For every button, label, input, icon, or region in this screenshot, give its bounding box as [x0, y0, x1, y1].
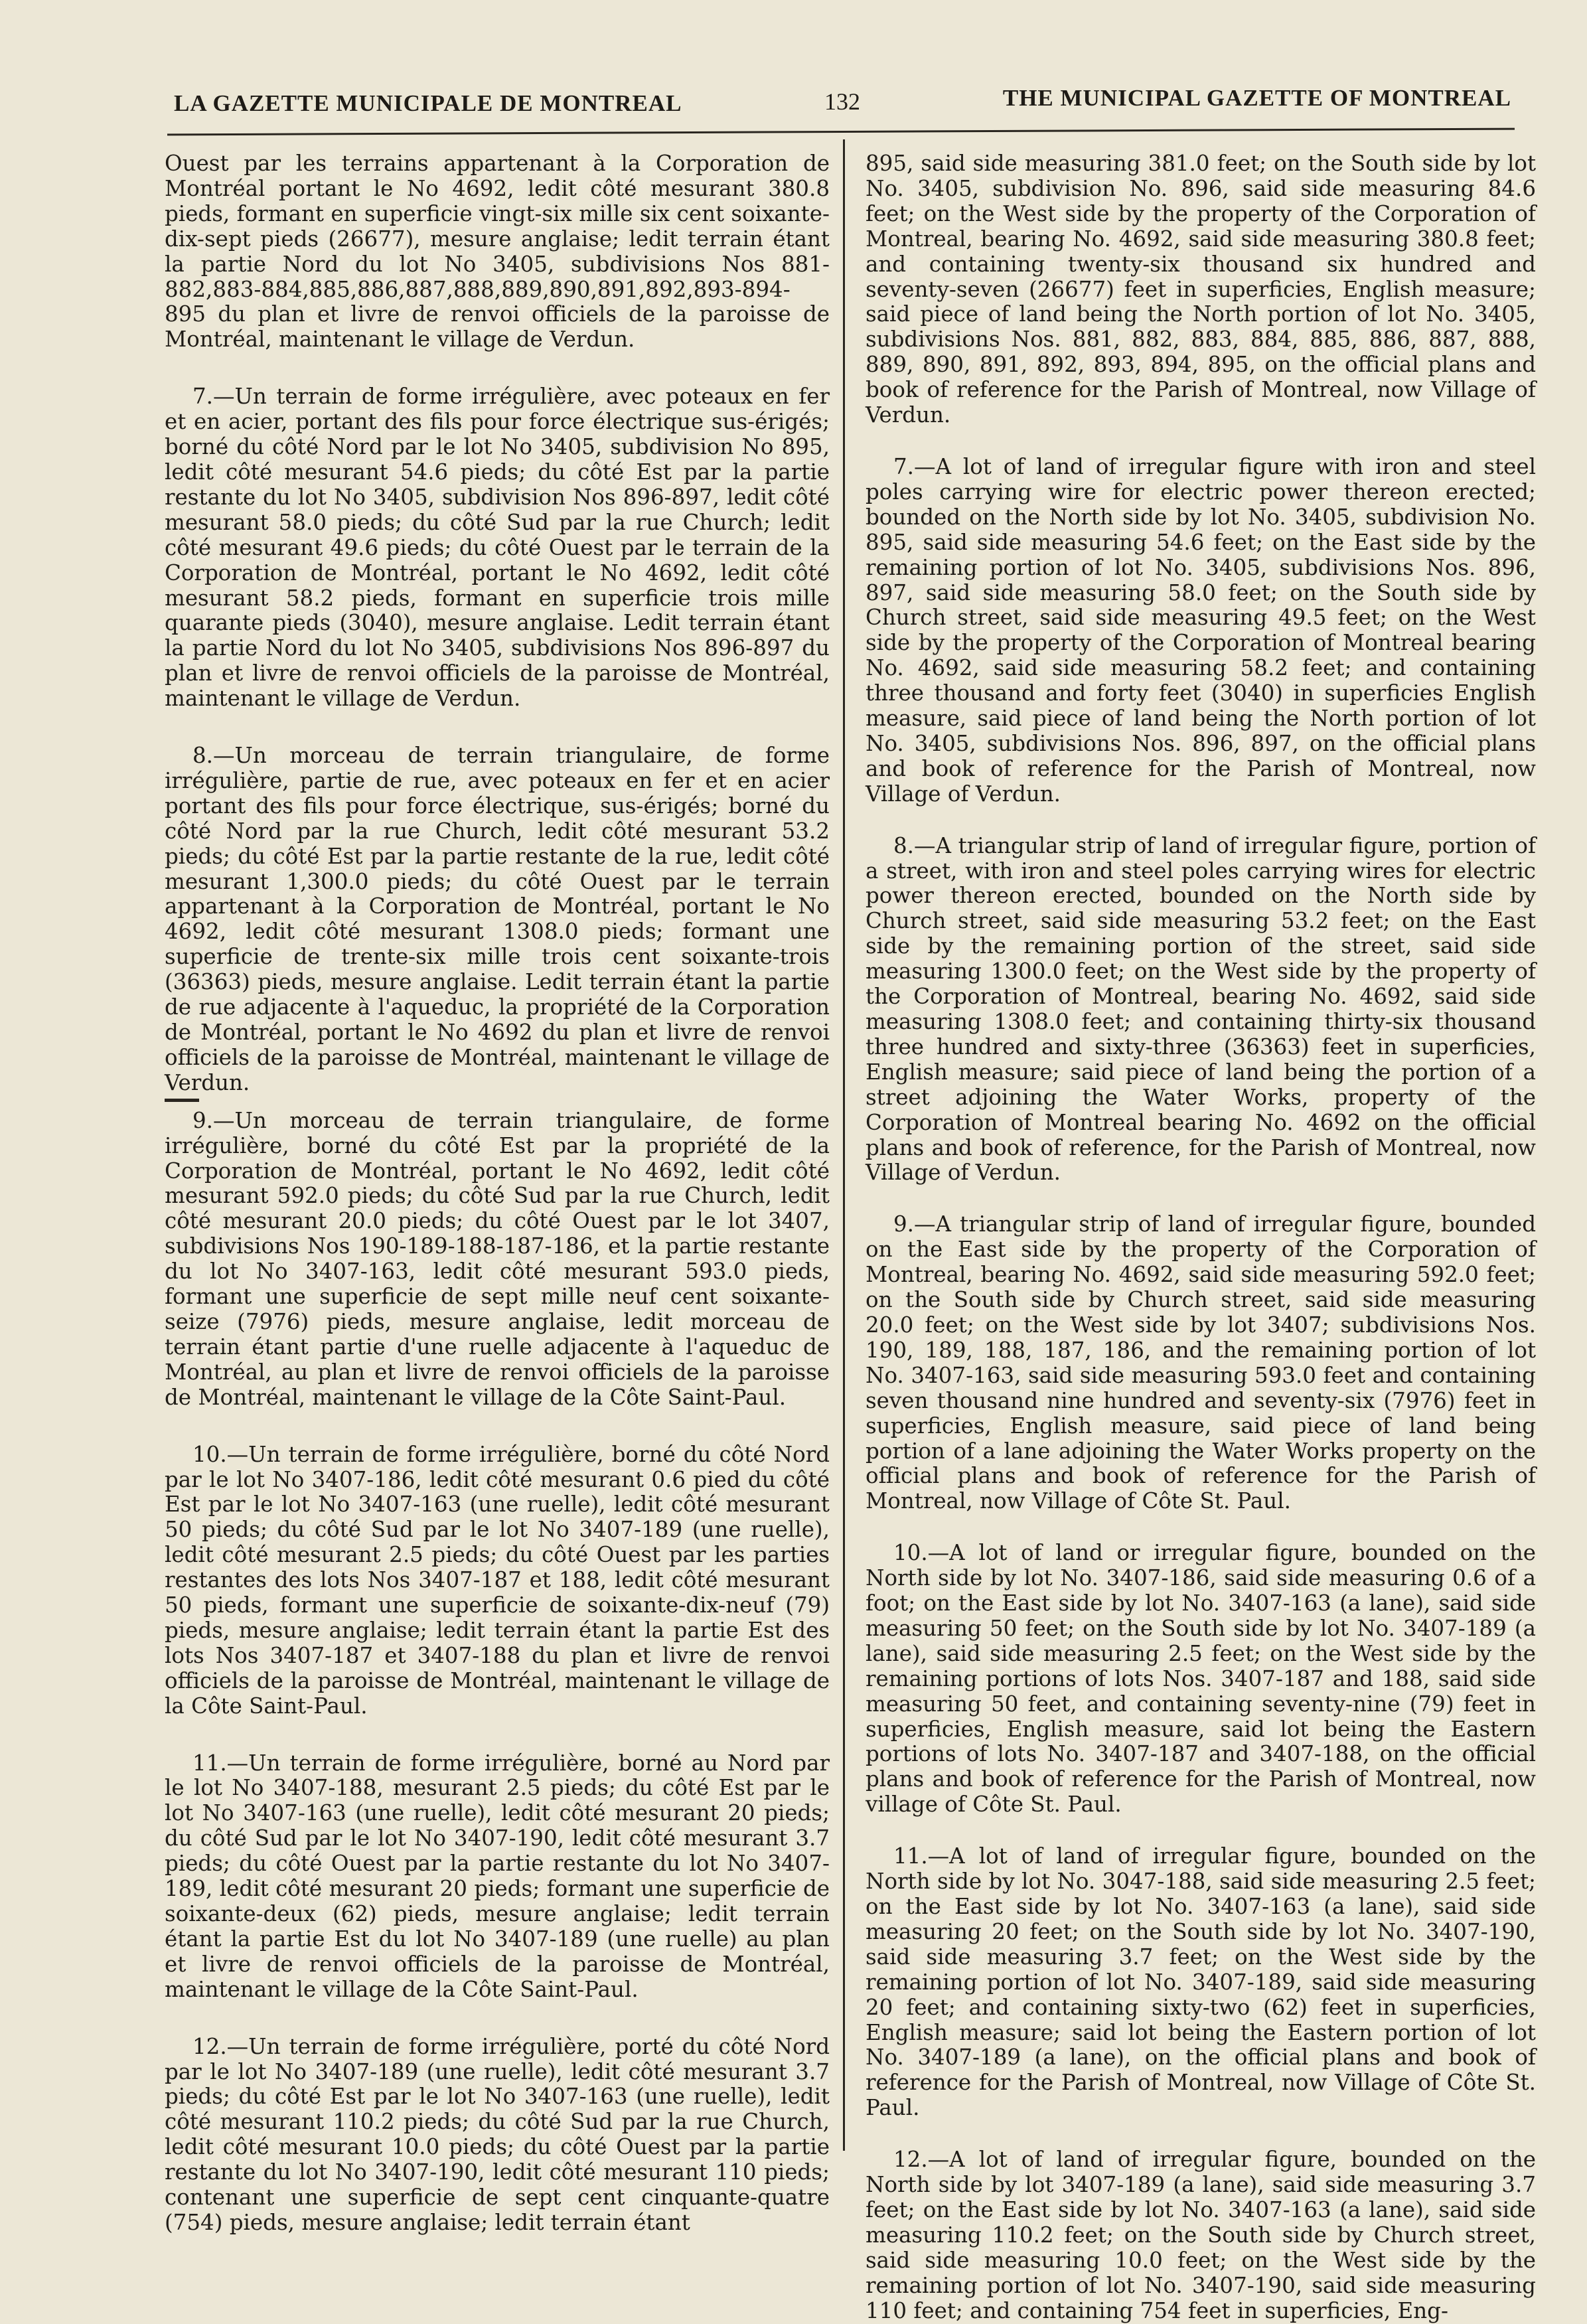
english-paragraph-10: 10.—A lot of land or irregular figure, bounded on the North side by lot No. 3407-186, said side measuring 0.6 of a foot; on the East side by lot No. 3407-163 (a lane), said side measuring 50 feet; on the South side by lot No. 3407-189 (a lane), said side measuring 2.5 feet; on the West side by the remaining portions of lots Nos. 3407-187 and 188, said side measuring 50 feet, and containing seventy-nine (79) feet in superficies, English measure, said lot being the Eastern portions of lots No. 3407-187 and 3407-188, on the official plans and book of reference for the Parish of Montreal, now village of Côte St. Paul. — [866, 1540, 1536, 1818]
french-paragraph-continued: Ouest par les terrains appartenant à la Corporation de Montréal portant le No 4692, ledit côté mesurant 380.8 pieds, formant en superficie vingt-six mille six cent soixante-dix-sept pieds (26677), mesure anglaise; ledit terrain étant la partie Nord du lot No 3405, subdivisions Nos 881-882,883-884,885,886,887,888,889,890,891,892,893-894-895 du plan et livre de renvoi officiels de la paroisse de Montréal, maintenant le village de Verdun. — [165, 151, 830, 352]
page-header — [167, 78, 1511, 125]
english-column — [866, 151, 1536, 2324]
header-french-title: LA GAZETTE MUNICIPALE DE MONTREAL — [174, 90, 682, 116]
french-paragraph-12: 12.—Un terrain de forme irrégulière, porté du côté Nord par le lot No 3407-189 (une ruelle), ledit côté mesurant 3.7 pieds; du côté Est par le lot No 3407-163 (une ruelle), ledit côté mesurant 110.2 pieds; du côté Sud par la rue Church, ledit côté mesurant 10.0 pieds; du côté Ouest par la partie restante du lot No 3407-190, ledit côté mesurant 110 pieds; contenant une superficie de sept cent cinquante-quatre (754) pieds, mesure anglaise; ledit terrain étant — [165, 2033, 830, 2235]
english-paragraph-11: 11.—A lot of land of irregular figure, bounded on the North side by lot No. 3047-188, said side measuring 2.5 feet; on the East side by lot No. 3407-163 (a lane), said side measuring 20 feet; on the South side by lot No. 3407-190, said side measuring 3.7 feet; on the West side by the remaining portion of lot No. 3407-189, said side measuring 20 feet; and containing sixty-two (62) feet in superficies, English measure; said lot being the Eastern portion of lot No. 3407-189 (a lane), on the official plans and book of reference for the Parish of Montreal, now Village of Côte St. Paul. — [866, 1843, 1536, 2121]
french-paragraph-11: 11.—Un terrain de forme irrégulière, borné au Nord par le lot No 3407-188, mesurant 2.5 pieds; du côté Est par le lot No 3407-163 (une ruelle), ledit côté mesurant 20 pieds; du côté Sud par le lot No 3407-190, ledit côté mesurant 3.7 pieds; du côté Ouest par la partie restante du lot No 3407-189, ledit côté mesurant 20 pieds; formant une superficie de soixante-deux (62) pieds, mesure anglaise; ledit terrain étant la partie Est du lot No 3407-189 (une ruelle) au plan et livre de renvoi officiels de la paroisse de Montréal, maintenant le village de la Côte Saint-Paul. — [165, 1750, 830, 2002]
french-paragraph-8: 8.—Un morceau de terrain triangulaire, de forme irrégulière, partie de rue, avec poteaux en fer et en acier portant des fils pour force électrique, sus-érigés; borné du côté Nord par la rue Church, ledit côté mesurant 53.2 pieds; du côté Est par la partie restante de la rue, ledit côté mesurant 1,300.0 pieds; du côté Ouest par le terrain appartenant à la Corporation de Montréal, portant le No 4692, ledit côté mesurant 1308.0 pieds; formant une superficie de trente-six mille trois cent soixante-trois (36363) pieds, mesure anglaise. Ledit terrain étant la partie de rue adjacente à l'aqueduc, la propriété de la Corporation de Montréal, portant le No 4692 du plan et livre de renvoi officiels de la paroisse de Montréal, maintenant le village de Verdun. — [165, 743, 830, 1095]
english-paragraph-continued: 895, said side measuring 381.0 feet; on the South side by lot No. 3405, subdivision No. 896, said side measuring 84.6 feet; on the West side by the property of the Corporation of Montreal, bearing No. 4692, said side measuring 380.8 feet; and containing twenty-six thousand six hundred and seventy-seven (26677) feet in superficies, English measure; said piece of land being the North portion of lot No. 3405, subdivisions Nos. 881, 882, 883, 884, 885, 886, 887, 888, 889, 890, 891, 892, 893, 894, 895, on the official plans and book of reference for the Parish of Montreal, now Village of Verdun. — [866, 151, 1536, 428]
header-english-title: THE MUNICIPAL GAZETTE OF MONTREAL — [1002, 85, 1511, 111]
english-paragraph-7: 7.—A lot of land of irregular figure with iron and steel poles carrying wire for electric power thereon erected; bounded on the North side by lot No. 3405, subdivision No. 895, said side measuring 54.6 feet; on the East side by the remaining portion of lot No. 3405, subdivisions Nos. 896, 897, said side measuring 58.0 feet; on the South side by Church street, said side measuring 49.5 feet; on the West side by the property of the Corporation of Montreal bearing No. 4692, said side measuring 58.2 feet; and containing three thousand and forty feet (3040) in superficies English measure, said piece of land being the North portion of lot No. 3405, subdivisions Nos. 896, 897, on the official plans and book of reference for the Parish of Montreal, now Village of Verdun. — [866, 453, 1536, 807]
english-paragraph-8: 8.—A triangular strip of land of irregular figure, portion of a street, with iron and steel poles carrying wires for electric power thereon erected, bounded on the North side by Church street, said side measuring 53.2 feet; on the East side by the remaining portion of the street, said side measuring 1300.0 feet; on the West side by the property of the Corporation of Montreal, bearing No. 4692, said side measuring 1308.0 feet; and containing thirty-six thousand three hundred and sixty-three (36363) feet in superficies, English measure; said piece of land being the portion of a street adjoining the Water Works, property of the Corporation of Montreal bearing No. 4692 on the official plans and book of reference, for the Parish of Montreal, now Village of Verdun. — [866, 832, 1536, 1186]
french-paragraph-9: 9.—Un morceau de terrain triangulaire, de forme irrégulière, borné du côté Est par la propriété de la Corporation de Montréal, portant le No 4692, ledit côté mesurant 592.0 pieds; du côté Sud par la rue Church, ledit côté mesurant 20.0 pieds; du côté Ouest par le lot 3407, subdivisions Nos 190-189-188-187-186, et la partie restante du lot No 3407-163, ledit côté mesurant 593.0 pieds, formant une superficie de sept mille neuf cent soixante-seize (7976) pieds, mesure anglaise, ledit morceau de terrain étant partie d'une ruelle adjacente à l'aqueduc de Montréal, au plan et livre de renvoi officiels de la paroisse de Montréal, maintenant le village de la Côte Saint-Paul. — [165, 1107, 830, 1410]
section-dash — [165, 1099, 199, 1102]
english-paragraph-9: 9.—A triangular strip of land of irregular figure, bounded on the East side by the property of the Corporation of Montreal, bearing No. 4692, said side measuring 592.0 feet; on the South side by Church street, said side measuring 20.0 feet; on the West side by lot 3407; subdivisions Nos. 190, 189, 188, 187, 186, and the remaining portion of lot No. 3407-163, said side measuring 593.0 feet and containing seven thousand nine hundred and seventy-six (7976) feet in superficies, English measure, said piece of land being portion of a lane adjoining the Water Works property on the official plans and book of reference for the Parish of Montreal, now Village of Côte St. Paul. — [866, 1211, 1536, 1514]
french-paragraph-7: 7.—Un terrain de forme irrégulière, avec poteaux en fer et en acier, portant des fils pour force électrique sus-érigés; borné du côté Nord par le lot No 3405, subdivision No 895, ledit côté mesurant 54.6 pieds; du côté Est par la partie restante du lot No 3405, subdivision Nos 896-897, ledit côté mesurant 58.0 pieds; du côté Sud par la rue Church; ledit côté mesurant 49.6 pieds; du côté Ouest par le terrain de la Corporation de Montréal, portant le No 4692, ledit côté mesurant 58.2 pieds, formant en superficie trois mille quarante pieds (3040), mesure anglaise. Ledit terrain étant la partie Nord du lot No 3405, subdivisions Nos 896-897 du plan et livre de renvoi officiels de la paroisse de Montréal, maintenant le village de Verdun. — [165, 384, 830, 712]
french-column — [165, 151, 830, 2236]
column-divider — [843, 139, 845, 2151]
header-rule — [167, 128, 1515, 136]
french-paragraph-10: 10.—Un terrain de forme irrégulière, borné du côté Nord par le lot No 3407-186, ledit côté mesurant 0.6 pied du côté Est par le lot No 3407-163 (une ruelle), ledit côté mesurant 50 pieds; du côté Sud par le lot No 3407-189 (une ruelle), ledit côté mesurant 2.5 pieds; du côté Ouest par les parties restantes des lots Nos 3407-187 et 188, ledit côté mesurant 50 pieds, formant une superficie de soixante-dix-neuf (79) pieds, mesure anglaise; ledit terrain étant la partie Est des lots Nos 3407-187 et 3407-188 du plan et livre de renvoi officiels de la paroisse de Montréal, maintenant le village de la Côte Saint-Paul. — [165, 1441, 830, 1719]
english-paragraph-12: 12.—A lot of land of irregular figure, bounded on the North side by lot 3407-189 (a lane), said side measuring 3.7 feet; on the East side by lot No. 3407-163 (a lane), said side measuring 110.2 feet; on the South side by Church street, said side measuring 10.0 feet; on the West side by the remaining portion of lot No. 3407-190, said side measuring 110 feet; and containing 754 feet in superficies, Eng- — [866, 2147, 1536, 2323]
page-number: 132 — [824, 88, 860, 115]
